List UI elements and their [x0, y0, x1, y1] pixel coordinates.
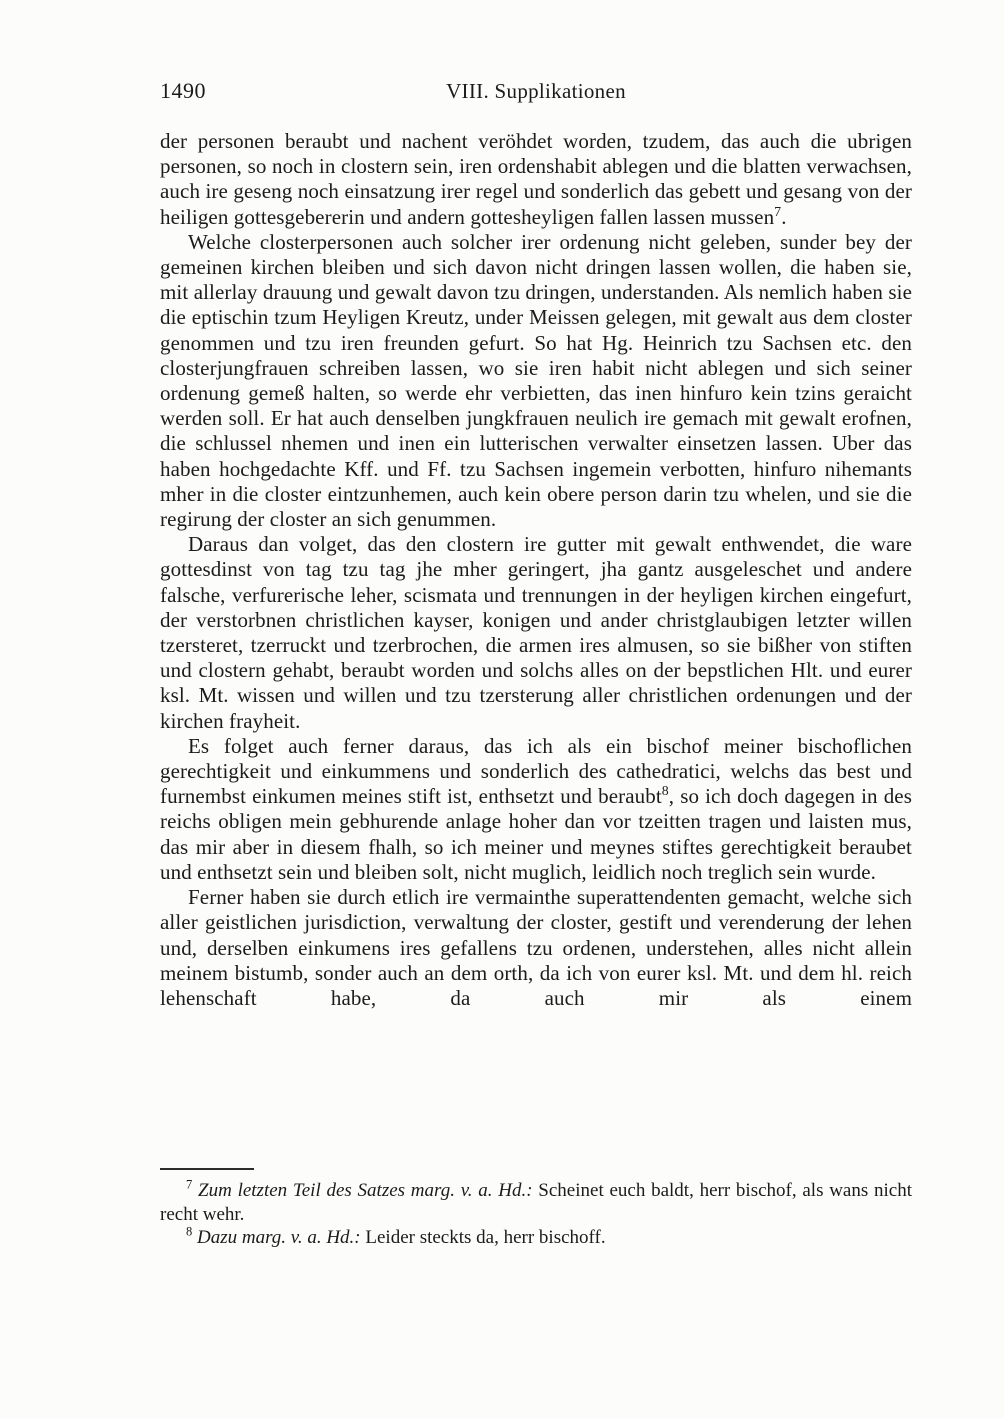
footnote-marker: 8 [186, 1224, 193, 1239]
footnotes-list [160, 1179, 912, 1250]
running-head: VIII. Supplikationen [446, 79, 626, 103]
text-run: Welche closterpersonen auch solcher irer ordenung nicht geleben, sunder bey der gemeinen kirchen bleiben und sich davon nicht dringen lassen wollen, die haben sie, mit allerlay drauung und gewalt davon tzu dringen, understanden. Als nemlich haben sie die eptischin tzum Heyligen Kreutz, under Meissen gelegen, mit gewalt aus dem closter genommen und tzu iren freunden gefurt. So hat Hg. Heinrich tzu Sachsen etc. den closterjungfrauen schreiben lassen, wo sie iren habit nicht ablegen und sich seiner ordenung gemeß halten, so werde ehr verbietten, das inen hinfuro kein tzins geraicht werden soll. Er hat auch denselben jungkfrauen neulich ire gemach mit gewalt erofnen, die schlussel nhemen und inen ein lutterischen verwalter einsetzen lassen. Uber das haben hochgedachte Kff. und Ff. tzu Sachsen ingemein verbotten, hinfuro nihemants mher in die closter eintzunhemen, auch kein obere person darin tzu whelen, und sie die regirung der closter an sich genummen. [160, 229, 912, 532]
footnote [160, 1179, 912, 1226]
text-run: Es folget auch ferner daraus, das ich als ein bischof meiner bischoflichen gerechtigkeit und einkummens und sonderlich des cathedratici, welchs das best und furnembst einkumen meines stift ist, enthsetzt und beraubt [160, 733, 912, 809]
footnote-reference: 8 [661, 783, 669, 799]
paragraph [160, 230, 912, 532]
text-run: , so ich doch dagegen in des reichs obligen mein gebhurende anlage hoher dan vor tzeitten tragen und laisten mus, das mir aber in diesem fhalh, so ich meiner und meynes stiftes gerechtigkeit beraubet und enthsetzt sein und bleiben solt, nicht muglich, leidlich noch treglich sein wurde. [160, 784, 912, 884]
paragraph [160, 532, 912, 734]
footnote [160, 1226, 912, 1250]
page-number: 1490 [160, 78, 206, 103]
text-run: der personen beraubt und nachent veröhdet worden, tzudem, das auch die ubrigen personen, so noch in clostern sein, iren ordenshabit ablegen und die blatten verwachsen, auch ire geseng noch einsatzung irer regel und sonderlich das gebett und gesang von der heiligen gottesgebererin und andern gottesheyligen fallen lassen mussen [160, 129, 912, 229]
text-block [160, 78, 912, 1011]
body-text [160, 129, 912, 1011]
footnote-reference: 7 [774, 203, 782, 219]
footnote-source-note: Zum letzten Teil des Satzes marg. v. a. Hd.: [198, 1180, 533, 1201]
paragraph [160, 885, 912, 1011]
footnote-marker: 7 [186, 1177, 193, 1192]
text-run: Ferner haben sie durch etlich ire vermainthe superattendenten gemacht, welche sich aller geistlichen jurisdiction, verwaltung der closter, gestift und verenderung der lehen und, derselben einkumens ires gefallens tzu ordenen, understehen, alles nicht allein meinem bistumb, sonder auch an dem orth, da ich von eurer ksl. Mt. und dem hl. reich lehenschaft habe, da auch mir als einem [160, 885, 912, 1010]
text-run: . [781, 204, 787, 229]
footnote-separator [160, 1168, 254, 1170]
footnote-text: Leider steckts da, herr bischoff. [360, 1227, 606, 1248]
text-run: Daraus dan volget, das den clostern ire gutter mit gewalt enthwendet, die ware gottesdinst von tag tzu tag jhe mher geringert, jha gantz ausgeleschet und andere falsche, verfurerische leher, scismata und trennungen in der heyligen kirchen eingefurt, der verstorbnen christlichen kayser, konigen und ander christglaubigen letzter willen tzersteret, tzerruckt und tzerbrochen, die armen ires almusen, so sie bißher von stiften und clostern gehabt, beraubt worden und solchs alles on der bepstlichen Hlt. und eurer ksl. Mt. wissen und willen und tzu tzersterung aller christlichen ordenungen und der kirchen frayheit. [160, 532, 912, 733]
page-header [160, 78, 912, 104]
paragraph [160, 129, 912, 230]
footnote-text: Scheinet euch baldt, herr bischof, als wans nicht recht wehr. [160, 1180, 913, 1225]
footnote-source-note: Dazu marg. v. a. Hd.: [197, 1227, 361, 1248]
footnotes [160, 1168, 912, 1250]
paragraph [160, 734, 912, 885]
